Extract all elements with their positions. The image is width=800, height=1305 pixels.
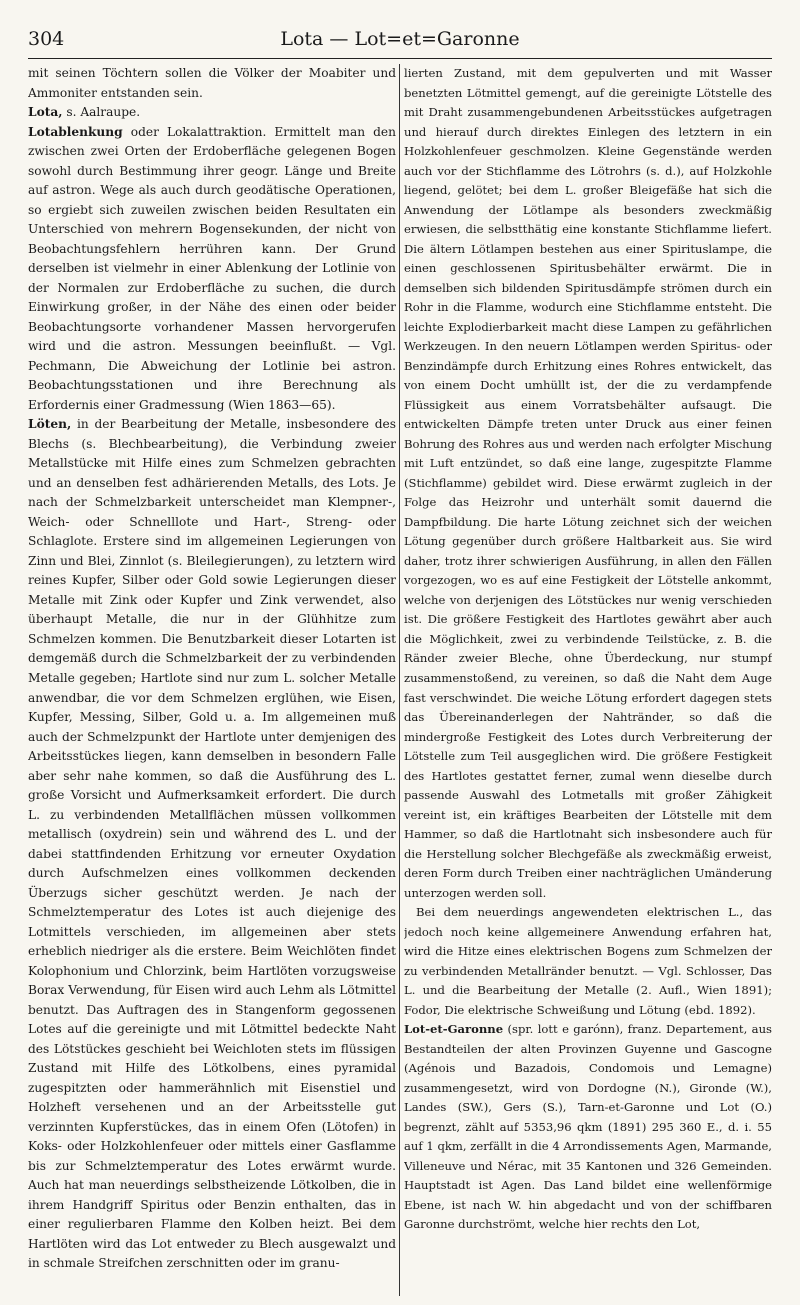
entry-headword: Lota, xyxy=(28,105,63,120)
entry-text: oder Lokalattraktion. Ermittelt man den zwischen zwei Orten der Erdoberfläche gelegenen Bogen sowohl durch Bestimmung ihrer geogr. Länge und Breite auf astron. Wege als auch durch geodätische Operationen, so ergiebt sich zuweilen zwischen beiden Resultaten ein Unterschied von mehrern Bogensekunden, der nicht von Beobachtungsfehlern herrühren kann. Der Grund derselben ist vielmehr in einer Ablenkung der Lotlinie von der Normalen zur Erdoberfläche zu suchen, die durch Einwirkung großer, in der Nähe des einen oder beider Beobachtungsorte vorhandener Massen hervorgerufen wird und die astron. Messungen beeinflußt. — Vgl. Pechmann, Die Abweichung der Lotlinie bei astron. Beobachtungsstationen und ihre Berechnung als Erfordernis einer Gradmessung (Wien 1863—65). xyxy=(28,124,396,412)
continued-paragraph: mit seinen Töchtern sollen die Völker der Moabiter und Ammoniter entstanden sein. xyxy=(28,66,396,100)
running-head-title: Lota — Lot=et=Garonne xyxy=(280,28,520,50)
entry-headword: Lot-et-Garonne xyxy=(404,1022,504,1037)
entry-lot-et-garonne xyxy=(404,1020,772,1235)
entry-text: in der Bearbeitung der Metalle, insbesondere des Blechs (s. Blechbearbeitung), die Verbindung zweier Metallstücke mit Hilfe eines zum Schmelzen gebrachten und an denselben fest adhärierenden Metalls, des Lots. Je nach der Schmelzbarkeit unterscheidet man Klempner-, Weich- oder Schnelllote und Hart-, Streng- oder Schlaglote. Erstere sind im allgemeinen Legierungen von Zinn und Blei, Zinnlot (s. Bleilegierungen), zu letztern wird reines Kupfer, Silber oder Gold sowie Legierungen dieser Metalle mit Zink oder Kupfer und Zink verwendet, also überhaupt Metalle, die nur in der Glühhitze zum Schmelzen kommen. Die Benutzbarkeit dieser Lotarten ist demgemäß durch die Schmelzbarkeit der zu verbindenden Metalle gegeben; Hartlote sind nur zum L. solcher Metalle anwendbar, die vor dem Schmelzen erglühen, wie Eisen, Kupfer, Messing, Silber, Gold u. a. Im allgemeinen muß auch der Schmelzpunkt der Hartlote unter demjenigen des Arbeitsstückes liegen, kann demselben in besondern Falle aber sehr nahe kommen, so daß die Ausführung des L. große Vorsicht und Aufmerksamkeit erfordert. Die durch L. zu verbindenden Metallflächen müssen vollkommen metallisch (oxydrein) sein und während des L. und der dabei stattfindenden Erhitzung vor erneuter Oxydation durch Aufschmelzen eines vollkommen deckenden Überzugs sicher geschützt werden. Je nach der Schmelztemperatur des Lotes ist auch diejenige des Lotmittels verschieden, im allgemeinen aber stets erheblich niedriger als die erstere. Beim Weichlöten findet Kolophonium und Chlorzink, beim Hartlöten vorzugsweise Borax Verwendung, für Eisen wird auch Lehm als Lötmittel benutzt. Das Auftragen des in Stangenform gegossenen Lotes auf die gereinigte und mit Lötmittel bedeckte Naht des Lötstückes geschieht bei Weichloten stets im flüssigen Zustand mit Hilfe des Lötkolbens, eines pyramidal zugespitzten oder hammerähnlich mit Eisenstiel und Holzheft versehenen und an der Arbeitsstelle gut verzinnten Kupferstückes, das in einem Ofen (Lötofen) in Koks- oder Holzkohlenfeuer oder mittels einer Gasflamme bis zur Schmelztemperatur des Lotes erwärmt wurde. Auch hat man neuerdings selbstheizende Lötkolben, die in ihrem Handgriff Spiritus oder Benzin enthalten, das in einer regulierbaren Flamme den Kolben heizt. Bei dem Hartlöten wird das Lot entweder zu Blech ausgewalzt und in schmale Streifchen zerschnitten oder im granu- xyxy=(28,417,396,1271)
column-divider xyxy=(399,64,400,1296)
entry-headword: Löten, xyxy=(28,417,72,432)
left-column xyxy=(28,64,396,1296)
right-column xyxy=(404,64,772,1296)
entry-headword: Lotablenkung xyxy=(28,124,123,139)
continued-paragraph: lierten Zustand, mit dem gepulverten und mit Wasser benetzten Lötmittel gemengt, auf die gereinigte Lötstelle des mit Draht zusammengebundenen Arbeitsstückes aufgetragen und hierauf durch direktes Einlegen des letztern in ein Holzkohlenfeuer geschmolzen. Kleine Gegenstände werden auch vor der Stichflamme des Lötrohrs (s. d.), auf Holzkohle liegend, gelötet; bei dem L. großer Bleigefäße hat sich die Anwendung der Lötlampe als besonders zweckmäßig erwiesen, die selbstthätig eine konstante Stichflamme liefert. Die ältern Lötlampen bestehen aus einer Spirituslampe, die einen geschlossenen Spiritusbehälter erwärmt. Die in demselben sich bildenden Spiritusdämpfe strömen durch ein Rohr in die Flamme, wodurch eine Stichflamme entsteht. Die leichte Explodierbarkeit macht diese Lampen zu gefährlichen Werkzeugen. In den neuern Lötlampen werden Spiritus- oder Benzindämpfe durch Erhitzung eines Rohres entwickelt, das von einem Docht umhüllt ist, der die zu verdampfende Flüssigkeit aus einem Vorratsbehälter aufsaugt. Die entwickelten Dämpfe treten unter Druck aus einer feinen Bohrung des Rohres aus und werden nach erfolgter Mischung mit Luft entzündet, so daß eine lange, zugespitzte Flamme (Stichflamme) gebildet wird. Diese erwärmt zugleich in der Folge das Heizrohr und unterhält somit dauernd die Dampfbildung. Die harte Lötung zeichnet sich der weichen Lötung gegenüber durch größere Haltbarkeit aus. Sie wird daher, trotz ihrer schwierigen Ausführung, in allen den Fällen vorgezogen, wo es auf eine Festigkeit der Lötstelle ankommt, welche von derjenigen des Lötstückes nur wenig verschieden ist. Die größere Festigkeit des Hartlotes gewährt aber auch die Möglichkeit, zwei zu verbindende Teilstücke, z. B. die Ränder zweier Bleche, ohne Überdeckung, nur stumpf zusammenstoßend, zu vereinen, so daß die Naht dem Auge fast verschwindet. Die weiche Lötung erfordert dagegen stets das Übereinanderlegen der Nahtränder, so daß die mindergroße Festigkeit des Lotes durch Verbreiterung der Lötstelle zum Teil ausgeglichen wird. Die größere Festigkeit des Hartlotes gestattet ferner, zumal wenn dieselbe durch passende Auswahl des Lotmetalls mit großer Zähigkeit vereint ist, ein kräftiges Bearbeiten der Lötstelle mit dem Hammer, so daß die Hartlotnaht sich insbesondere auch für die Herstellung solcher Blechgefäße als zweckmäßig erweist, deren Form durch Treiben einer nachträglichen Umänderung unterzogen werden soll. xyxy=(404,66,772,900)
entry-text: s. Aalraupe. xyxy=(62,105,141,120)
entry-lotablenkung xyxy=(28,123,396,416)
running-head xyxy=(28,24,772,54)
page-number: 304 xyxy=(28,28,65,50)
paragraph-elektrisch: Bei dem neuerdings angewendeten elektrischen L., das jedoch noch keine allgemeinere Anwendung erfahren hat, wird die Hitze eines elektrischen Bogens zum Schmelzen der zu verbindenden Metallränder benutzt. — Vgl. Schlosser, Das L. und die Bearbeitung der Metalle (2. Aufl., Wien 1891); Fodor, Die elektrische Schweißung und Lötung (ebd. 1892). xyxy=(404,905,772,1017)
entry-text: (spr. lott e garónn), franz. Departement, aus Bestandteilen der alten Provinzen Guyenne und Gascogne (Agénois und Bazadois, Condomois und Lemagne) zusammengesetzt, wird von Dordogne (N.), Gironde (W.), Landes (SW.), Gers (S.), Tarn-et-Garonne und Lot (O.) begrenzt, zählt auf 5353,96 qkm (1891) 295 360 E., d. i. 55 auf 1 qkm, zerfällt in die 4 Arrondissements Agen, Marmande, Villeneuve und Nérac, mit 35 Kantonen und 326 Gemeinden. Hauptstadt ist Agen. Das Land bildet eine wellenförmige Ebene, ist nach W. hin abgedacht und von der schiffbaren Garonne durchströmt, welche hier rechts den Lot, xyxy=(404,1022,772,1232)
entry-lota xyxy=(28,103,396,123)
header-rule xyxy=(28,58,772,59)
entry-loeten xyxy=(28,415,396,1274)
